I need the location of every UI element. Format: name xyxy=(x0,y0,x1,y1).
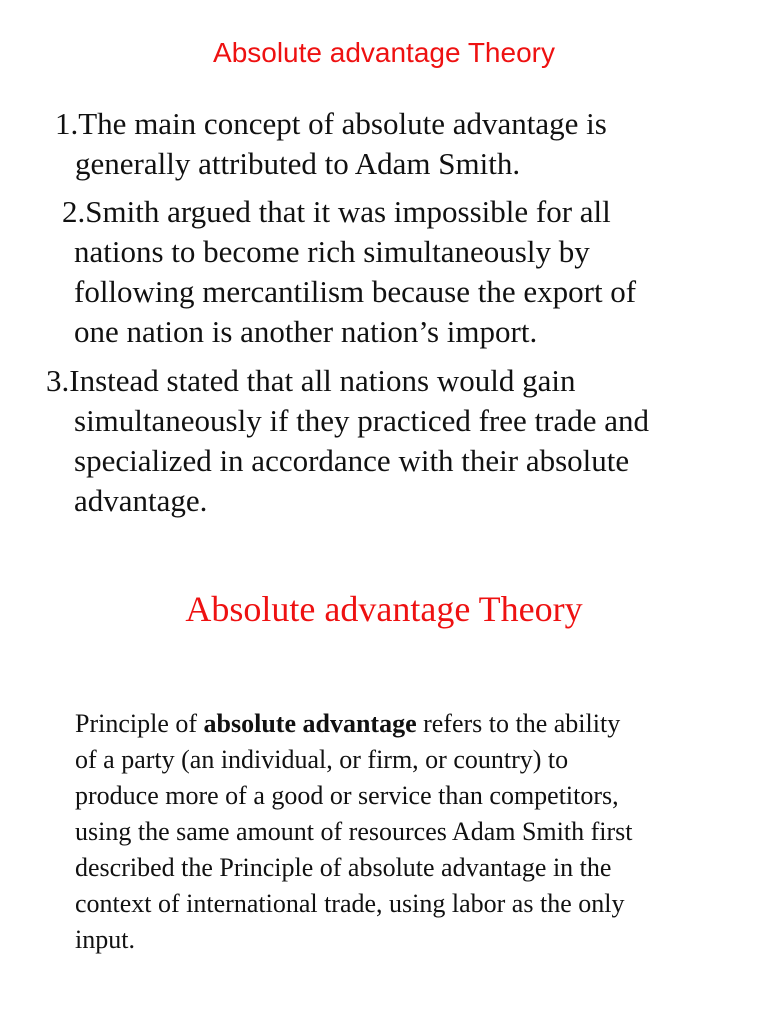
definition-text: described the Principle of absolute advantage in the xyxy=(75,853,612,882)
point-number: 2. xyxy=(62,194,86,229)
definition-text: input. xyxy=(75,925,135,954)
point-text: following mercantilism because the export of xyxy=(74,274,637,309)
definition-text: refers to the ability xyxy=(416,709,621,738)
definition-text: using the same amount of resources Adam Smith first xyxy=(75,817,633,846)
definition-bold-term: absolute advantage xyxy=(203,709,417,738)
point-text: one nation is another nation’s import. xyxy=(74,314,538,349)
point-number: 3. xyxy=(46,363,70,398)
point-line xyxy=(46,361,746,401)
point-number: 1. xyxy=(55,106,79,141)
point-item-3 xyxy=(46,361,746,521)
point-text: specialized in accordance with their absolute xyxy=(74,443,630,478)
definition-text: produce more of a good or service than competitors, xyxy=(75,781,619,810)
slide-title: Absolute advantage Theory xyxy=(213,37,555,68)
point-item-2 xyxy=(62,192,752,352)
point-text: Smith argued that it was impossible for all xyxy=(85,194,611,229)
point-text: Instead stated that all nations would gain xyxy=(69,363,576,398)
definition-paragraph xyxy=(75,706,745,958)
point-text: simultaneously if they practiced free trade and xyxy=(74,403,649,438)
point-item-1 xyxy=(55,104,745,184)
definition-text: context of international trade, using labor as the only xyxy=(75,889,625,918)
point-text: The main concept of absolute advantage is xyxy=(78,106,607,141)
slide-title-2: Absolute advantage Theory xyxy=(185,589,583,629)
definition-text: of a party (an individual, or firm, or country) to xyxy=(75,745,569,774)
point-text: advantage. xyxy=(74,483,208,518)
point-text: nations to become rich simultaneously by xyxy=(74,234,590,269)
definition-lead: Principle of xyxy=(75,709,204,738)
point-text: generally attributed to Adam Smith. xyxy=(75,146,521,181)
definition-line xyxy=(75,706,745,742)
point-line xyxy=(55,104,745,144)
point-line xyxy=(62,192,752,232)
